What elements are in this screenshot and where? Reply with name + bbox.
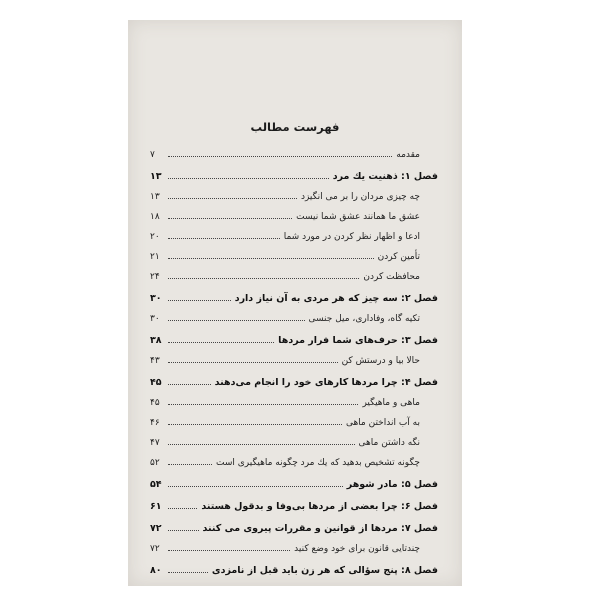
toc-page-number: ۴۳ xyxy=(150,356,160,366)
toc-entry-label: ماهی و ماهیگیر xyxy=(362,398,420,408)
toc-chapter-row xyxy=(150,282,438,304)
toc-entry-label: تأمین كردن xyxy=(377,252,420,262)
toc-entry-label: فصل ۶: چرا بعضی از مردها بی‌وفا و بدقول هستند xyxy=(201,501,438,512)
dot-leader xyxy=(168,403,358,405)
dot-leader xyxy=(168,485,343,487)
book-page xyxy=(128,20,462,586)
toc-entry-row xyxy=(150,428,438,448)
toc-page-number: ۴۶ xyxy=(150,418,160,428)
toc-chapter-row xyxy=(150,366,438,388)
dot-leader xyxy=(168,257,374,259)
toc-entry-label: فصل ۳: حرف‌های شما فرار مردها xyxy=(278,335,438,346)
toc-entry-label: فصل ۱: ذهنیت یك مرد xyxy=(332,171,438,182)
toc-entry-row xyxy=(150,242,438,262)
toc-entry-row xyxy=(150,408,438,428)
toc-entry-label: فصل ۴: چرا مردها كارهای خود را انجام می‌دهند xyxy=(214,377,438,388)
dot-leader xyxy=(168,529,199,531)
toc-page-number: ۷ xyxy=(150,150,155,160)
toc-entry-row xyxy=(150,448,438,468)
toc-entry-label: نگه داشتن ماهی xyxy=(358,438,420,448)
toc-entry-label: چگونه تشخیص بدهید كه یك مرد چگونه ماهیگیری است xyxy=(215,458,420,468)
toc-entry-label: محافظت كردن xyxy=(363,272,420,282)
toc-page-number: ۱۳ xyxy=(150,192,160,202)
dot-leader xyxy=(168,155,392,157)
toc-page-number: ۶۱ xyxy=(150,501,162,512)
toc-entry-label: چندتایی قانون برای خود وضع كنید xyxy=(294,544,420,554)
dot-leader xyxy=(168,299,231,301)
toc-title: فهرست مطالب xyxy=(250,120,340,134)
toc-chapter-row xyxy=(150,160,438,182)
toc-entry-row xyxy=(150,388,438,408)
toc-entry-row xyxy=(150,534,438,554)
dot-leader xyxy=(168,549,290,551)
toc-page-number: ۳۰ xyxy=(150,293,162,304)
toc-page-number: ۵۴ xyxy=(150,479,162,490)
toc-entry-row xyxy=(150,182,438,202)
toc-page-number: ۳۸ xyxy=(150,335,162,346)
toc-page-number: ۱۳ xyxy=(150,171,162,182)
toc-entry-label: به آب انداختن ماهی xyxy=(345,418,420,428)
toc-page-number: ۲۱ xyxy=(150,252,160,262)
dot-leader xyxy=(168,443,355,445)
dot-leader xyxy=(168,217,292,219)
toc-page-number: ۱۸ xyxy=(150,212,160,222)
toc-entry-label: چه چیزی مردان را بر می انگیزد xyxy=(300,192,420,202)
toc-entry-row xyxy=(150,304,438,324)
toc-entry-label: حالا بیا و درستش كن xyxy=(341,356,420,366)
dot-leader xyxy=(168,361,338,363)
dot-leader xyxy=(168,423,342,425)
dot-leader xyxy=(168,507,197,509)
dot-leader xyxy=(168,319,305,321)
toc-entry-row xyxy=(150,262,438,282)
toc-entry-label: ادعا و اظهار نظر كردن در مورد شما xyxy=(283,232,420,242)
toc-page-number: ۳۰ xyxy=(150,314,160,324)
toc-page-number: ۲۴ xyxy=(150,272,160,282)
toc-chapter-row xyxy=(150,512,438,534)
toc-chapter-row xyxy=(150,324,438,346)
toc-entry-label: فصل ۷: مردها از قوانین و مقررات پیروی می كنند xyxy=(202,523,438,534)
toc-entry-row xyxy=(150,222,438,242)
toc-page-number: ۴۷ xyxy=(150,438,160,448)
toc-entry-row xyxy=(150,140,438,160)
toc-page-number: ۴۵ xyxy=(150,377,162,388)
toc-chapter-row xyxy=(150,490,438,512)
toc-entry-row xyxy=(150,346,438,366)
dot-leader xyxy=(168,463,212,465)
toc-entry-label: فصل ۵: مادر شوهر xyxy=(346,479,438,490)
dot-leader xyxy=(168,383,211,385)
dot-leader xyxy=(168,177,329,179)
toc-page-number: ۸۰ xyxy=(150,565,162,576)
toc-page-number: ۷۲ xyxy=(150,523,162,534)
toc-page-number: ۲۰ xyxy=(150,232,160,242)
toc-entry-label: تكیه گاه، وفاداری، میل جنسی xyxy=(308,314,420,324)
toc-chapter-row xyxy=(150,554,438,576)
toc-page-number: ۴۵ xyxy=(150,398,160,408)
dot-leader xyxy=(168,341,274,343)
dot-leader xyxy=(168,571,208,573)
toc-entry-label: فصل ۲: سه چیز كه هر مردی به آن نیاز دارد xyxy=(234,293,438,304)
toc-page-number: ۵۲ xyxy=(150,458,160,468)
toc-entry-label: عشق ما همانند عشق شما نیست xyxy=(296,212,420,222)
dot-leader xyxy=(168,277,359,279)
toc-chapter-row xyxy=(150,468,438,490)
toc-page-number: ۷۲ xyxy=(150,544,160,554)
toc-entry-label: مقدمه xyxy=(396,150,420,160)
toc-list xyxy=(150,140,438,576)
dot-leader xyxy=(168,237,280,239)
toc-entry-label: فصل ۸: پنج سؤالی كه هر زن باید قبل از نامزدی xyxy=(211,565,438,576)
toc-entry-row xyxy=(150,202,438,222)
dot-leader xyxy=(168,197,297,199)
